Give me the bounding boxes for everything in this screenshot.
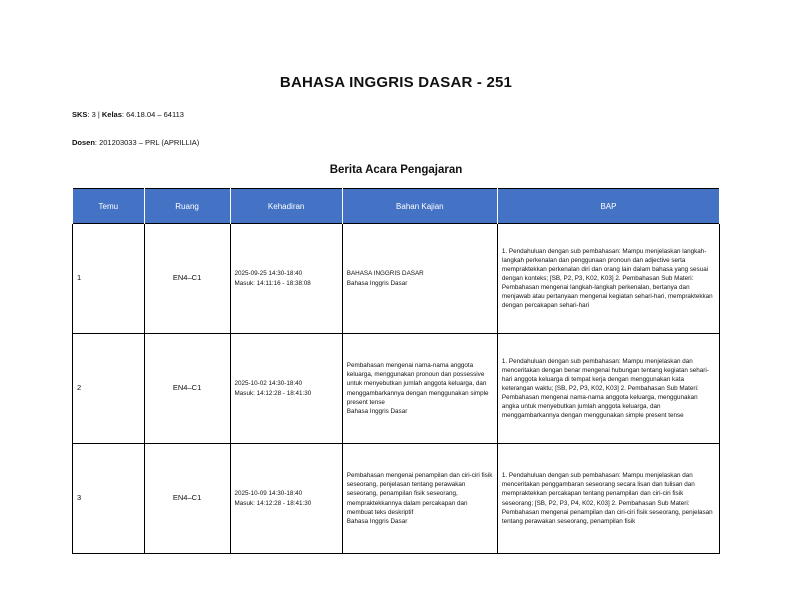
cell-bap: 1. Pendahuluan dengan sub pembahasan: Mampu menjelaskan dan menceritakan dengan benar mengenai hubungan tentang kegiatan sehari-hari anggota keluarga di tempat kerja dengan menggunakan kata keterangan waktu; [SB, P2, P3, K02, K03] 2. Pembahasan Sub Materi: Pembahasan mengenai nama-nama anggota keluarga, menggunakan angka untuk menyebutkan jumlah anggota keluarga, dan menggambarkannya dengan menggunakan simple present tense <box>497 334 719 444</box>
kehadiran-checkin: Masuk: 14:12:28 - 18:41:30 <box>234 499 312 507</box>
header-kehadiran: Kehadiran <box>230 189 342 224</box>
cell-bahan-kajian <box>342 224 497 334</box>
dosen-label: Dosen <box>72 138 95 147</box>
table-header-row <box>73 189 720 224</box>
bahan-kajian-topic: BAHASA INGGRIS DASAR <box>346 270 424 278</box>
cell-bap: 1. Pendahuluan dengan sub pembahasan: Mampu menjelaskan langkah-langkah perkenalan dan penggunaan pronoun dan adjective serta mempraktekkan perkenalan diri dan orang lain dalam bahasa yang sesuai dengan konteks; [SB, P2, P3, K02, K03] 2. Pembahasan Sub Materi: Pembahasan mengenai langkah-langkah perkenalan, bertanya dan menjawab atau pertanyaan mengenai kegiatan sehari-hari, mempraktekkan dengan percakapan sehari-hari <box>497 224 719 334</box>
cell-bahan-kajian <box>342 334 497 444</box>
sks-value: : 3 | <box>87 110 102 119</box>
kehadiran-checkin: Masuk: 14:11:16 - 18:38:08 <box>234 279 311 287</box>
cell-bap: 1. Pendahuluan dengan sub pembahasan: Mampu menjelaskan dan menceritakan penggambaran seseorang secara lisan dan tulisan dan mempraktekkan percakapan tentang penampilan dan ciri-ciri fisik seseorang; [SB, P2, P3, P4, K02, K03] 2. Pembahasan Sub Materi: Pembahasan mengenai penampilan dan ciri-ciri fisik seseorang, penjelasan tentang perawakan seseorang, penampilan fisik <box>497 444 719 554</box>
cell-temu: 3 <box>73 444 145 554</box>
table-row <box>73 334 720 444</box>
kehadiran-schedule: 2025-10-02 14:30-18:40 <box>234 380 303 388</box>
course-info-line <box>72 110 184 119</box>
bahan-kajian-course: Bahasa Inggris Dasar <box>346 517 408 525</box>
cell-ruang: EN4–C1 <box>144 224 230 334</box>
header-ruang: Ruang <box>144 189 230 224</box>
bahan-kajian-course: Bahasa Inggris Dasar <box>346 407 408 415</box>
sks-label: SKS <box>72 110 88 119</box>
bap-table <box>72 188 720 554</box>
header-bahan-kajian: Bahan Kajian <box>342 189 497 224</box>
document-title: BAHASA INGGRIS DASAR - 251 <box>279 74 513 91</box>
bahan-kajian-topic: Pembahasan mengenai nama-nama anggota keluarga, menggunakan pronoun dan possessive untuk menyebutkan jumlah anggota keluarga, dan menggambarkannya dengan menggunakan simple present tense <box>346 362 489 406</box>
table-row <box>73 224 720 334</box>
cell-temu: 2 <box>73 334 145 444</box>
lecturer-info-line <box>72 138 199 147</box>
cell-kehadiran <box>230 444 342 554</box>
cell-ruang: EN4–C1 <box>144 444 230 554</box>
header-bap: BAP <box>497 189 719 224</box>
dosen-value: : 201203033 – PRL (APRILLIA) <box>94 138 200 147</box>
cell-kehadiran <box>230 334 342 444</box>
kehadiran-schedule: 2025-10-09 14:30-18:40 <box>234 490 303 498</box>
bahan-kajian-course: Bahasa Inggris Dasar <box>346 279 408 287</box>
table-title: Berita Acara Pengajaran <box>329 164 463 176</box>
bahan-kajian-topic: Pembahasan mengenai penampilan dan ciri-ciri fisik seseorang, penjelasan tentang perawakan seseorang, penampilan fisik seseorang, mempraktekkannya dalam percakapan dan membuat teks deskriptif <box>346 472 493 516</box>
header-temu: Temu <box>73 189 145 224</box>
kelas-value: : 64.18.04 – 64113 <box>121 110 184 119</box>
kehadiran-checkin: Masuk: 14:12:28 - 18:41:30 <box>234 389 312 397</box>
cell-bahan-kajian <box>342 444 497 554</box>
kehadiran-schedule: 2025-09-25 14:30-18:40 <box>234 270 303 278</box>
cell-temu: 1 <box>73 224 145 334</box>
cell-kehadiran <box>230 224 342 334</box>
kelas-label: Kelas <box>101 110 122 119</box>
table-row <box>73 444 720 554</box>
cell-ruang: EN4–C1 <box>144 334 230 444</box>
